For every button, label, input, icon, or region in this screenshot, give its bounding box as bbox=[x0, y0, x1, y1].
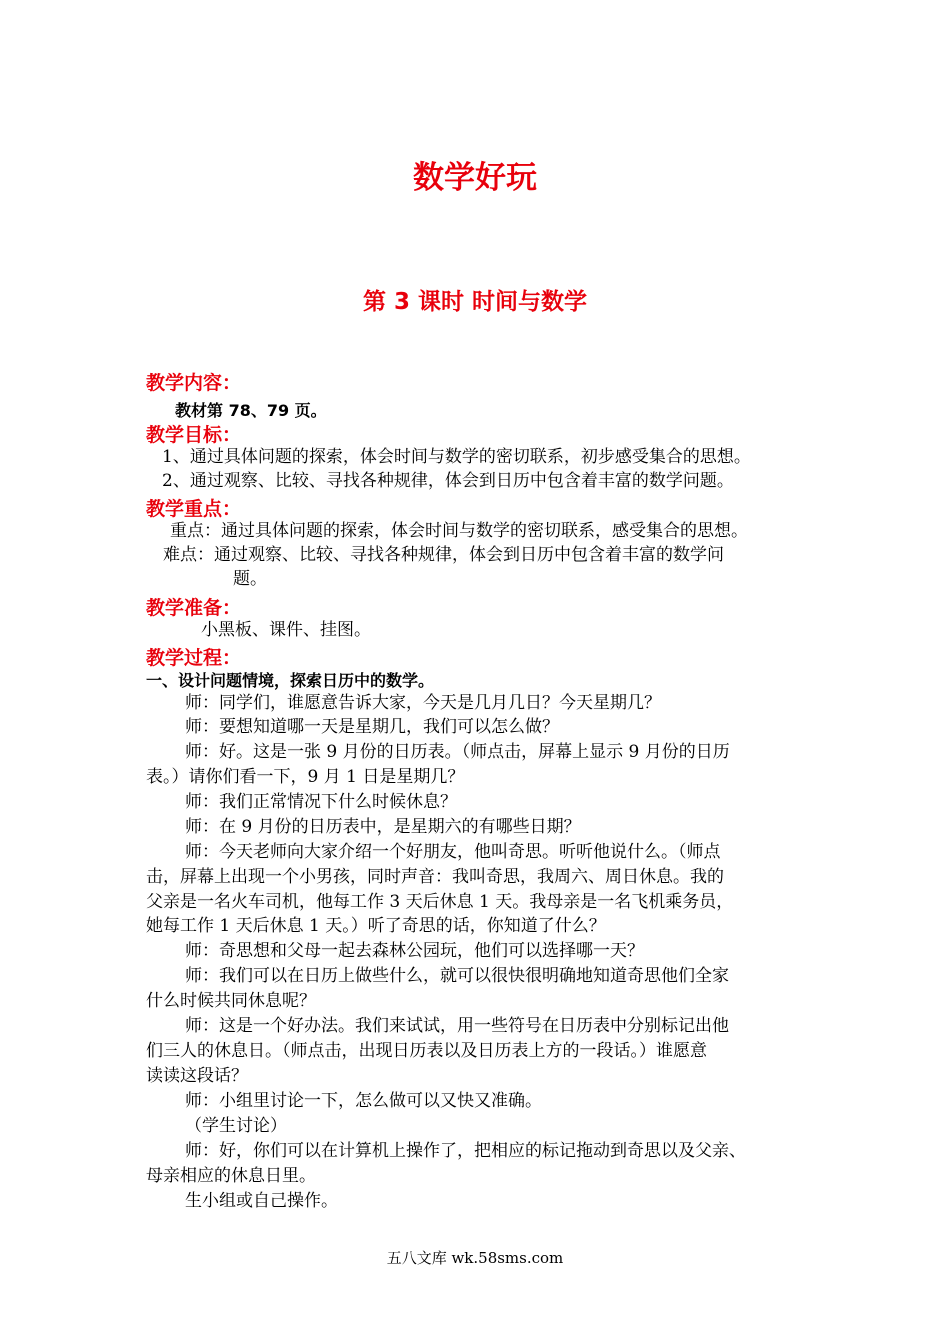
dialogue-line: 师：好。这是一张 9 月份的日历表。（师点击，屏幕上显示 9 月份的日历 bbox=[185, 742, 730, 762]
page-title: 数学好玩 bbox=[413, 160, 537, 196]
difficulty-line: 难点：通过观察、比较、寻找各种规律，体会到日历中包含着丰富的数学问 bbox=[163, 545, 724, 565]
footer-watermark: 五八文库 wk.58sms.com bbox=[386, 1249, 564, 1267]
dialogue-line: 师：今天老师向大家介绍一个好朋友，他叫奇思。听听他说什么。（师点 bbox=[185, 842, 721, 862]
difficulty-line-cont: 题。 bbox=[233, 569, 267, 589]
keypoints-heading: 教学重点： bbox=[146, 498, 242, 520]
process-subheading: 一、设计问题情境，探索日历中的数学。 bbox=[146, 671, 435, 690]
prep-heading: 教学准备： bbox=[146, 597, 242, 619]
goal-item-2: 2、通过观察、比较、寻找各种规律，体会到日历中包含着丰富的数学问题。 bbox=[162, 471, 734, 491]
goals-heading: 教学目标： bbox=[146, 424, 242, 446]
lesson-subtitle: 第 3 课时 时间与数学 bbox=[362, 289, 588, 315]
dialogue-line: 什么时候共同休息呢？ bbox=[146, 991, 316, 1011]
dialogue-line: 表。）请你们看一下，9 月 1 日是星期几？ bbox=[146, 767, 465, 787]
dialogue-line: 师：好，你们可以在计算机上操作了，把相应的标记拖动到奇思以及父亲、 bbox=[185, 1141, 746, 1161]
dialogue-line: 生小组或自己操作。 bbox=[185, 1191, 338, 1211]
focus-line: 重点：通过具体问题的探索，体会时间与数学的密切联系，感受集合的思想。 bbox=[170, 521, 748, 541]
dialogue-line: 师：要想知道哪一天是星期几，我们可以怎么做？ bbox=[185, 717, 559, 737]
dialogue-line: 师：小组里讨论一下，怎么做可以又快又准确。 bbox=[185, 1091, 542, 1111]
dialogue-line: 师：我们正常情况下什么时候休息？ bbox=[185, 792, 457, 812]
dialogue-line: 们三人的休息日。（师点击，出现日历表以及日历表上方的一段话。）谁愿意 bbox=[146, 1041, 707, 1061]
dialogue-line: 母亲相应的休息日里。 bbox=[146, 1166, 316, 1186]
dialogue-line: 击，屏幕上出现一个小男孩，同时声音：我叫奇思，我周六、周日休息。我的 bbox=[146, 867, 724, 887]
dialogue-line: （学生讨论） bbox=[185, 1116, 287, 1136]
dialogue-line: 父亲是一名火车司机，他每工作 3 天后休息 1 天。我母亲是一名飞机乘务员， bbox=[146, 892, 734, 912]
process-heading: 教学过程： bbox=[146, 647, 242, 669]
goal-item-1: 1、通过具体问题的探索，体会时间与数学的密切联系，初步感受集合的思想。 bbox=[162, 447, 751, 467]
prep-text: 小黑板、课件、挂图。 bbox=[201, 620, 371, 640]
dialogue-line: 师：在 9 月份的日历表中，是星期六的有哪些日期？ bbox=[185, 817, 581, 837]
content-text: 教材第 78、79 页。 bbox=[175, 401, 327, 420]
dialogue-line: 师：奇思想和父母一起去森林公园玩，他们可以选择哪一天？ bbox=[185, 941, 644, 961]
content-heading: 教学内容： bbox=[146, 372, 242, 394]
dialogue-line: 师：我们可以在日历上做些什么，就可以很快很明确地知道奇思他们全家 bbox=[185, 966, 729, 986]
dialogue-line: 读读这段话？ bbox=[146, 1066, 248, 1086]
dialogue-line: 她每工作 1 天后休息 1 天。）听了奇思的话，你知道了什么？ bbox=[146, 916, 606, 936]
dialogue-line: 师：同学们，谁愿意告诉大家，今天是几月几日？今天星期几？ bbox=[185, 693, 661, 713]
dialogue-line: 师：这是一个好办法。我们来试试，用一些符号在日历表中分别标记出他 bbox=[185, 1016, 729, 1036]
